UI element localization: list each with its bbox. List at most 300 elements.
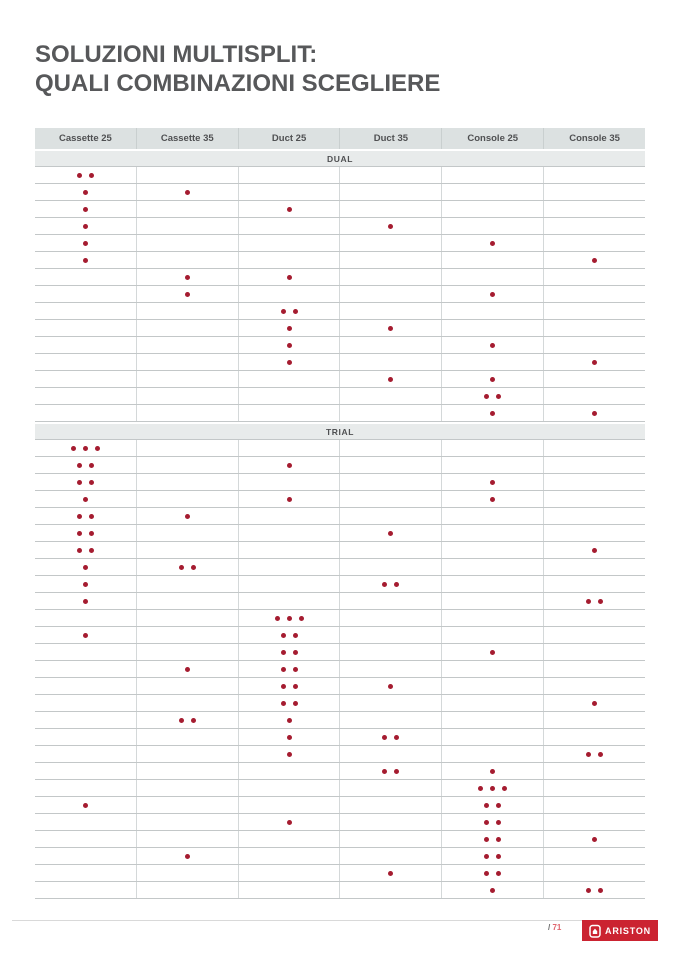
- unit-dot: [77, 480, 82, 485]
- combination-cell: [136, 184, 238, 200]
- unit-dot: [478, 786, 483, 791]
- combination-cell: [35, 508, 136, 524]
- unit-dot: [185, 190, 190, 195]
- page-title-line1: SOLUZIONI MULTISPLIT:: [35, 41, 318, 68]
- combination-cell: [35, 593, 136, 609]
- table-row: [35, 542, 645, 559]
- combination-cell: [441, 865, 543, 881]
- combination-cell: [35, 729, 136, 745]
- combination-cell: [35, 865, 136, 881]
- unit-dot: [89, 514, 94, 519]
- table-row: [35, 627, 645, 644]
- unit-dot: [83, 565, 88, 570]
- unit-dot: [179, 718, 184, 723]
- combination-cell: [35, 474, 136, 490]
- unit-dot: [83, 207, 88, 212]
- unit-dot: [293, 309, 298, 314]
- combination-cell: [543, 644, 645, 660]
- unit-dot: [490, 786, 495, 791]
- combination-cell: [543, 269, 645, 285]
- combination-cell: [441, 252, 543, 268]
- combination-cell: [136, 763, 238, 779]
- combination-cell: [238, 184, 340, 200]
- unit-dot: [293, 701, 298, 706]
- combination-cell: [238, 627, 340, 643]
- combination-cell: [35, 780, 136, 796]
- combination-cell: [238, 354, 340, 370]
- combination-cell: [35, 848, 136, 864]
- combination-cell: [238, 763, 340, 779]
- unit-dot: [77, 514, 82, 519]
- column-header-duct-25: Duct 25: [238, 128, 340, 149]
- combination-cell: [136, 286, 238, 302]
- combination-cell: [543, 388, 645, 404]
- unit-dot: [83, 633, 88, 638]
- combination-cell: [339, 746, 441, 762]
- table-row: [35, 525, 645, 542]
- unit-dot: [394, 769, 399, 774]
- combination-cell: [543, 252, 645, 268]
- combination-cell: [136, 644, 238, 660]
- combination-cell: [136, 457, 238, 473]
- combination-cell: [339, 388, 441, 404]
- combination-cell: [339, 167, 441, 183]
- unit-dot: [388, 326, 393, 331]
- table-row: [35, 252, 645, 269]
- combination-cell: [238, 610, 340, 626]
- unit-dot: [287, 497, 292, 502]
- combination-cell: [543, 814, 645, 830]
- combination-cell: [238, 235, 340, 251]
- combination-cell: [136, 712, 238, 728]
- combinations-table: [35, 128, 645, 899]
- combination-cell: [35, 712, 136, 728]
- combination-cell: [339, 474, 441, 490]
- combination-cell: [238, 678, 340, 694]
- combination-cell: [238, 865, 340, 881]
- combination-cell: [543, 457, 645, 473]
- unit-dot: [77, 463, 82, 468]
- combination-cell: [339, 542, 441, 558]
- combination-cell: [136, 218, 238, 234]
- unit-dot: [484, 837, 489, 842]
- combination-cell: [543, 695, 645, 711]
- unit-dot: [275, 616, 280, 621]
- combination-cell: [441, 184, 543, 200]
- column-header-cassette-25: Cassette 25: [59, 133, 112, 144]
- combination-cell: [136, 780, 238, 796]
- table-header-row: [35, 128, 645, 149]
- unit-dot: [484, 871, 489, 876]
- combination-cell: [136, 371, 238, 387]
- unit-dot: [287, 752, 292, 757]
- unit-dot: [484, 394, 489, 399]
- combination-cell: [543, 320, 645, 336]
- combination-cell: [136, 440, 238, 456]
- combination-cell: [441, 371, 543, 387]
- unit-dot: [388, 871, 393, 876]
- combination-cell: [441, 661, 543, 677]
- combination-cell: [238, 474, 340, 490]
- combination-cell: [441, 354, 543, 370]
- unit-dot: [490, 343, 495, 348]
- unit-dot: [502, 786, 507, 791]
- combination-cell: [339, 371, 441, 387]
- unit-dot: [185, 854, 190, 859]
- combination-cell: [238, 167, 340, 183]
- combination-cell: [339, 576, 441, 592]
- combination-cell: [35, 440, 136, 456]
- combination-cell: [35, 763, 136, 779]
- combination-cell: [339, 252, 441, 268]
- section-band-trial: TRIAL: [35, 424, 645, 439]
- combination-cell: [238, 814, 340, 830]
- combination-cell: [35, 644, 136, 660]
- unit-dot: [185, 292, 190, 297]
- combination-cell: [441, 576, 543, 592]
- combination-cell: [35, 746, 136, 762]
- combination-cell: [136, 354, 238, 370]
- unit-dot: [191, 565, 196, 570]
- ariston-house-icon: [589, 924, 601, 938]
- unit-dot: [71, 446, 76, 451]
- combination-cell: [339, 797, 441, 813]
- combination-cell: [441, 218, 543, 234]
- combination-cell: [35, 831, 136, 847]
- unit-dot: [586, 752, 591, 757]
- combination-cell: [238, 593, 340, 609]
- table-row: [35, 746, 645, 763]
- combination-cell: [339, 814, 441, 830]
- table-row: [35, 440, 645, 457]
- combination-cell: [339, 627, 441, 643]
- combination-cell: [543, 371, 645, 387]
- page-number-prefix: /: [548, 923, 551, 932]
- combination-cell: [136, 491, 238, 507]
- unit-dot: [484, 803, 489, 808]
- unit-dot: [490, 769, 495, 774]
- table-row: [35, 218, 645, 235]
- unit-dot: [496, 854, 501, 859]
- combination-cell: [543, 235, 645, 251]
- combination-cell: [238, 848, 340, 864]
- combination-cell: [339, 269, 441, 285]
- unit-dot: [95, 446, 100, 451]
- combination-cell: [339, 303, 441, 319]
- combination-cell: [339, 525, 441, 541]
- combination-cell: [136, 167, 238, 183]
- table-row: [35, 371, 645, 388]
- combination-cell: [441, 712, 543, 728]
- combination-cell: [238, 712, 340, 728]
- unit-dot: [281, 684, 286, 689]
- unit-dot: [83, 446, 88, 451]
- unit-dot: [185, 514, 190, 519]
- combination-cell: [136, 610, 238, 626]
- combination-cell: [136, 576, 238, 592]
- combination-cell: [35, 491, 136, 507]
- combination-cell: [136, 882, 238, 898]
- combination-cell: [339, 184, 441, 200]
- combination-cell: [441, 286, 543, 302]
- unit-dot: [287, 326, 292, 331]
- combination-cell: [543, 678, 645, 694]
- unit-dot: [77, 173, 82, 178]
- unit-dot: [83, 582, 88, 587]
- combination-cell: [136, 235, 238, 251]
- combination-cell: [339, 218, 441, 234]
- unit-dot: [287, 275, 292, 280]
- combination-cell: [238, 405, 340, 421]
- table-row: [35, 610, 645, 627]
- combination-cell: [339, 320, 441, 336]
- unit-dot: [490, 292, 495, 297]
- unit-dot: [496, 837, 501, 842]
- table-row: [35, 405, 645, 422]
- table-row: [35, 201, 645, 218]
- combination-cell: [543, 848, 645, 864]
- combination-cell: [35, 814, 136, 830]
- combination-cell: [339, 865, 441, 881]
- combination-cell: [35, 320, 136, 336]
- combination-cell: [339, 661, 441, 677]
- unit-dot: [287, 463, 292, 468]
- unit-dot: [83, 803, 88, 808]
- combination-cell: [543, 593, 645, 609]
- table-row: [35, 491, 645, 508]
- table-row: [35, 167, 645, 184]
- combination-cell: [238, 729, 340, 745]
- unit-dot: [598, 599, 603, 604]
- combination-cell: [35, 303, 136, 319]
- combination-cell: [339, 610, 441, 626]
- unit-dot: [586, 888, 591, 893]
- table-row: [35, 235, 645, 252]
- unit-dot: [490, 241, 495, 246]
- combination-cell: [238, 491, 340, 507]
- combination-cell: [441, 405, 543, 421]
- unit-dot: [281, 667, 286, 672]
- combination-cell: [339, 286, 441, 302]
- combination-cell: [339, 337, 441, 353]
- brand-logo-box: [582, 920, 658, 941]
- combination-cell: [543, 780, 645, 796]
- combination-cell: [441, 729, 543, 745]
- combination-cell: [136, 405, 238, 421]
- table-row: [35, 797, 645, 814]
- combination-cell: [136, 729, 238, 745]
- combination-cell: [136, 593, 238, 609]
- unit-dot: [299, 616, 304, 621]
- combination-cell: [543, 218, 645, 234]
- table-row: [35, 865, 645, 882]
- combination-cell: [339, 354, 441, 370]
- combination-cell: [238, 303, 340, 319]
- combination-cell: [543, 337, 645, 353]
- combination-cell: [543, 167, 645, 183]
- unit-dot: [484, 854, 489, 859]
- table-row: [35, 303, 645, 320]
- combination-cell: [35, 269, 136, 285]
- combination-cell: [35, 627, 136, 643]
- unit-dot: [484, 820, 489, 825]
- combination-cell: [35, 252, 136, 268]
- combination-cell: [441, 388, 543, 404]
- combination-cell: [238, 746, 340, 762]
- combination-cell: [339, 848, 441, 864]
- combination-cell: [35, 542, 136, 558]
- combination-cell: [543, 576, 645, 592]
- combination-cell: [543, 712, 645, 728]
- combination-cell: [441, 525, 543, 541]
- table-row: [35, 593, 645, 610]
- unit-dot: [89, 173, 94, 178]
- unit-dot: [89, 480, 94, 485]
- unit-dot: [185, 667, 190, 672]
- combination-cell: [136, 542, 238, 558]
- table-row: [35, 661, 645, 678]
- unit-dot: [281, 309, 286, 314]
- table-row: [35, 457, 645, 474]
- unit-dot: [490, 650, 495, 655]
- combination-cell: [543, 610, 645, 626]
- unit-dot: [293, 667, 298, 672]
- unit-dot: [83, 241, 88, 246]
- combination-cell: [136, 252, 238, 268]
- combination-cell: [35, 286, 136, 302]
- combination-cell: [441, 440, 543, 456]
- combination-cell: [136, 508, 238, 524]
- combination-cell: [441, 695, 543, 711]
- unit-dot: [89, 463, 94, 468]
- combination-cell: [238, 644, 340, 660]
- unit-dot: [185, 275, 190, 280]
- combination-cell: [339, 508, 441, 524]
- unit-dot: [496, 394, 501, 399]
- unit-dot: [281, 701, 286, 706]
- combination-cell: [543, 865, 645, 881]
- combination-cell: [238, 252, 340, 268]
- unit-dot: [388, 377, 393, 382]
- combination-cell: [35, 695, 136, 711]
- page-number-indicator: [548, 923, 578, 932]
- combination-cell: [339, 201, 441, 217]
- combination-cell: [441, 542, 543, 558]
- combination-cell: [339, 559, 441, 575]
- combination-cell: [136, 661, 238, 677]
- combination-cell: [441, 644, 543, 660]
- unit-dot: [496, 871, 501, 876]
- table-row: [35, 644, 645, 661]
- combination-cell: [339, 457, 441, 473]
- table-row: [35, 712, 645, 729]
- section-rows-dual: [35, 166, 645, 422]
- section-band-dual: DUAL: [35, 151, 645, 166]
- unit-dot: [83, 258, 88, 263]
- unit-dot: [287, 360, 292, 365]
- table-row: [35, 780, 645, 797]
- unit-dot: [598, 752, 603, 757]
- combination-cell: [238, 661, 340, 677]
- combination-cell: [441, 848, 543, 864]
- combination-cell: [35, 201, 136, 217]
- unit-dot: [490, 411, 495, 416]
- combination-cell: [543, 559, 645, 575]
- unit-dot: [394, 582, 399, 587]
- unit-dot: [592, 701, 597, 706]
- combination-cell: [339, 644, 441, 660]
- combination-cell: [136, 201, 238, 217]
- unit-dot: [490, 377, 495, 382]
- combination-cell: [238, 559, 340, 575]
- unit-dot: [496, 820, 501, 825]
- column-header-cassette-35: Cassette 35: [136, 128, 238, 149]
- combination-cell: [136, 746, 238, 762]
- combination-cell: [441, 303, 543, 319]
- combination-cell: [441, 882, 543, 898]
- combination-cell: [136, 303, 238, 319]
- unit-dot: [89, 548, 94, 553]
- combination-cell: [136, 797, 238, 813]
- combination-cell: [35, 405, 136, 421]
- combination-cell: [441, 627, 543, 643]
- table-row: [35, 184, 645, 201]
- combination-cell: [35, 218, 136, 234]
- unit-dot: [287, 735, 292, 740]
- table-row: [35, 576, 645, 593]
- combination-cell: [339, 491, 441, 507]
- page-title: [35, 40, 440, 98]
- brand-name: ARISTON: [605, 925, 651, 936]
- page-title-line2: QUALI COMBINAZIONI SCEGLIERE: [35, 70, 441, 97]
- combination-cell: [238, 831, 340, 847]
- footer-divider: [12, 920, 612, 921]
- unit-dot: [490, 888, 495, 893]
- unit-dot: [293, 684, 298, 689]
- unit-dot: [287, 343, 292, 348]
- combination-cell: [543, 882, 645, 898]
- combination-cell: [238, 882, 340, 898]
- combination-cell: [136, 695, 238, 711]
- combination-cell: [238, 457, 340, 473]
- table-row: [35, 508, 645, 525]
- combination-cell: [35, 371, 136, 387]
- combination-cell: [238, 695, 340, 711]
- combination-cell: [441, 337, 543, 353]
- combination-cell: [441, 474, 543, 490]
- combination-cell: [339, 712, 441, 728]
- combination-cell: [136, 388, 238, 404]
- combination-cell: [35, 354, 136, 370]
- combination-cell: [339, 235, 441, 251]
- unit-dot: [592, 837, 597, 842]
- combination-cell: [238, 371, 340, 387]
- combination-cell: [35, 167, 136, 183]
- combination-cell: [441, 167, 543, 183]
- table-row: [35, 763, 645, 780]
- combination-cell: [35, 576, 136, 592]
- combination-cell: [339, 729, 441, 745]
- combination-cell: [238, 201, 340, 217]
- column-header-console-35: Console 35: [543, 128, 645, 149]
- unit-dot: [179, 565, 184, 570]
- combination-cell: [441, 201, 543, 217]
- combination-cell: [136, 559, 238, 575]
- combination-cell: [543, 797, 645, 813]
- combination-cell: [136, 627, 238, 643]
- table-row: [35, 848, 645, 865]
- unit-dot: [77, 531, 82, 536]
